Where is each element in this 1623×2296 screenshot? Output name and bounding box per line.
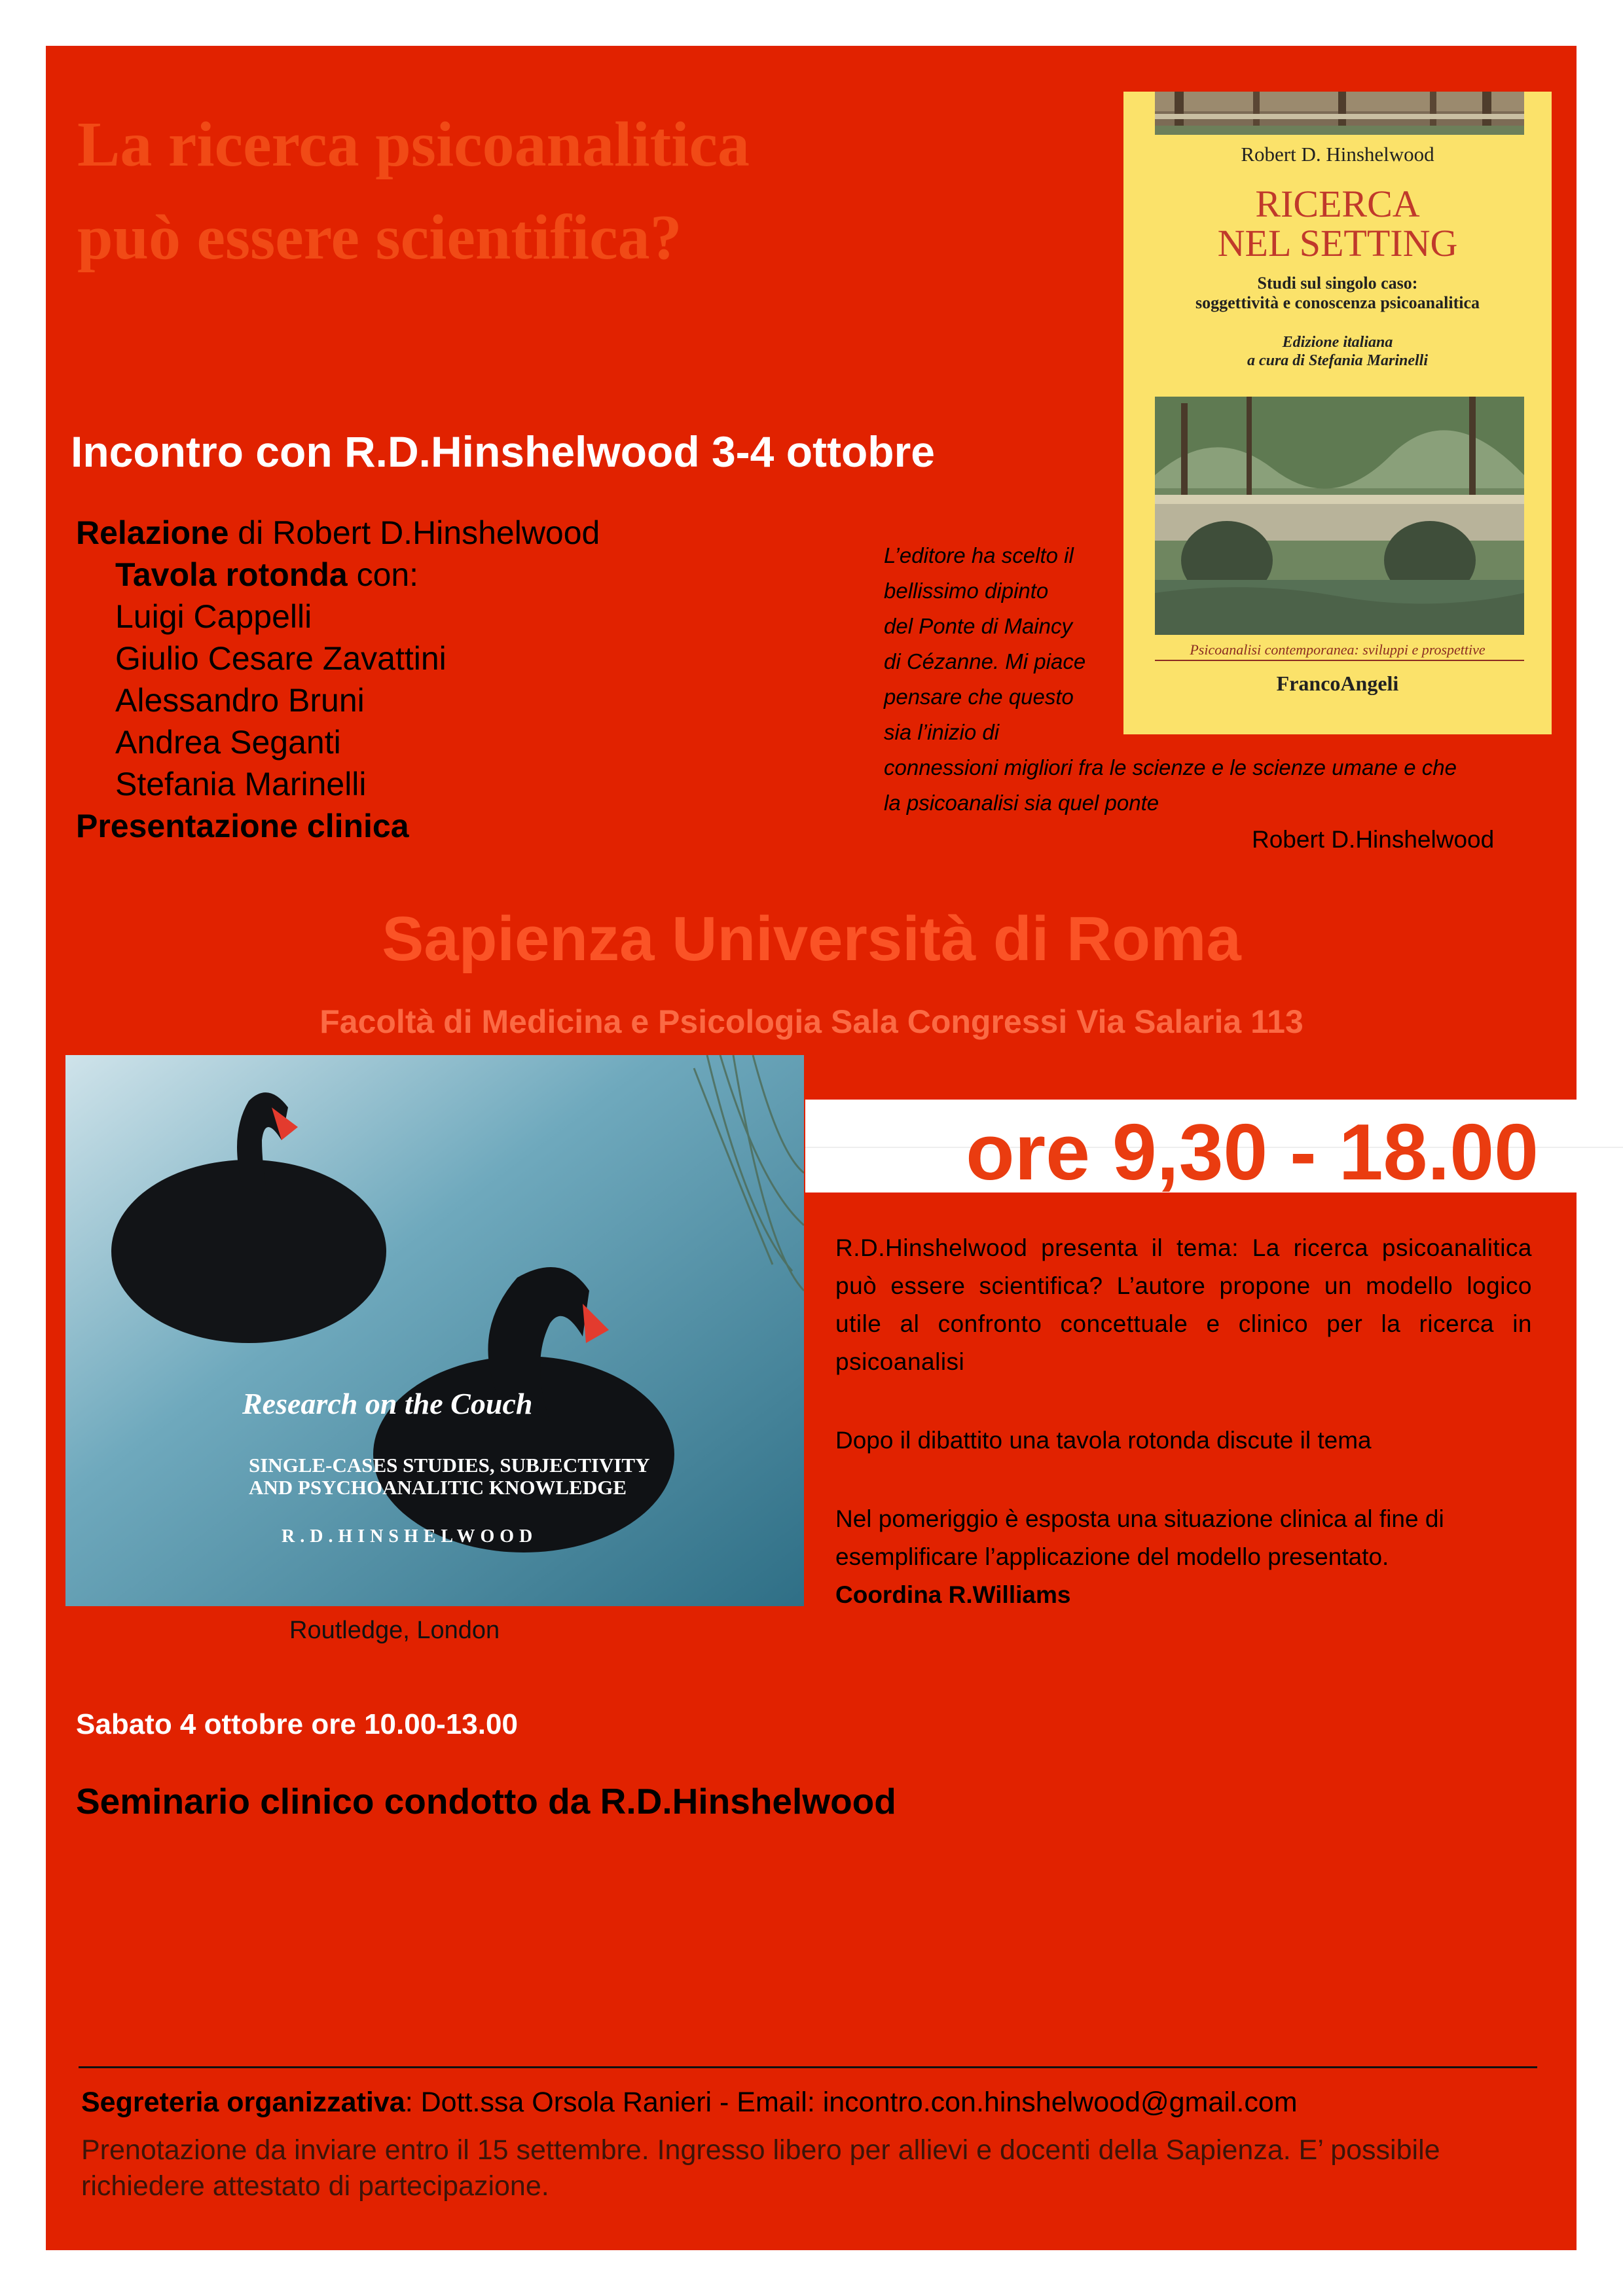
tavola-line: Tavola rotonda con: xyxy=(115,556,419,593)
cover-author: Robert D. Hinshelwood xyxy=(1241,143,1434,166)
university-name: Sapienza Università di Roma xyxy=(382,904,1241,974)
secretariat-line: Segreteria organizzativa: Dott.ssa Orsola Ranieri - Email: incontro.con.hinshelwood@gmail.com xyxy=(81,2087,1298,2118)
panelist: Stefania Marinelli xyxy=(115,766,367,802)
page-title: La ricerca psicoanalitica può essere scientifica? xyxy=(77,109,750,273)
coordinator: Coordina R.Williams xyxy=(835,1581,1071,1608)
cover-series-rule xyxy=(1155,660,1524,661)
description-p2: Dopo il dibattito una tavola rotonda discute il tema xyxy=(835,1427,1372,1454)
booking-info: Prenotazione da inviare entro il 15 settembre. Ingresso libero per allievi e docenti della Sapienza. E’ possibile richiedere attestato di partecipazione. xyxy=(81,2134,1440,2202)
cover-subtitle-2: soggettività e conoscenza psicoanalitica xyxy=(1195,293,1480,312)
footer-rule xyxy=(79,2066,1537,2068)
cover-subtitle-1: Studi sul singolo caso: xyxy=(1257,274,1418,293)
cover-title-2: NEL SETTING xyxy=(1217,222,1458,264)
cover-title-1: RICERCA xyxy=(1255,183,1420,225)
meeting-heading: Incontro con R.D.Hinshelwood 3-4 ottobre xyxy=(71,427,935,476)
presentazione-line: Presentazione clinica xyxy=(76,808,409,844)
event-time: ore 9,30 - 18.00 xyxy=(966,1107,1539,1196)
faculty-address: Facoltà di Medicina e Psicologia Sala Congressi Via Salaria 113 xyxy=(319,1003,1304,1040)
english-book-publisher: Routledge, London xyxy=(289,1617,500,1644)
saturday-schedule: Sabato 4 ottobre ore 10.00-13.00 xyxy=(76,1708,518,1740)
cover-edition-2: a cura di Stefania Marinelli xyxy=(1247,352,1429,369)
cover-publisher: FrancoAngeli xyxy=(1276,672,1399,695)
swans-image xyxy=(65,1055,804,1606)
cover-edition-1: Edizione italiana xyxy=(1282,334,1393,351)
description-p1: R.D.Hinshelwood presenta il tema: La ricerca psicoanalitica può essere scientifica? L’autore propone un modello logico utile al confronto concettuale e clinico per la ricerca in psicoanalisi xyxy=(835,1234,1532,1375)
english-book-subtitle: SINGLE-CASES STUDIES, SUBJECTIVITY AND PSYCHOANALITIC KNOWLEDGE xyxy=(249,1454,650,1499)
panelist: Andrea Seganti xyxy=(115,724,341,761)
cover-series: Psicoanalisi contemporanea: sviluppi e prospettive xyxy=(1190,641,1486,658)
relazione-line: Relazione di Robert D.Hinshelwood xyxy=(76,514,600,551)
panelist: Alessandro Bruni xyxy=(115,682,365,719)
description-p3: Nel pomeriggio è esposta una situazione clinica al fine di esemplificare l’applicazione del modello presentato. xyxy=(835,1505,1444,1570)
seminar-title: Seminario clinico condotto da R.D.Hinshelwood xyxy=(76,1781,896,1821)
cover-painting-bridge xyxy=(1155,397,1524,635)
program-list xyxy=(76,512,600,847)
book-cover-english xyxy=(65,1055,804,1606)
panelist: Giulio Cesare Zavattini xyxy=(115,640,447,677)
cover-painting-top xyxy=(1155,92,1524,135)
quote-author: Robert D.Hinshelwood xyxy=(1252,826,1495,853)
panelist: Luigi Cappelli xyxy=(115,598,312,635)
english-book-author: R.D.HINSHELWOOD xyxy=(282,1526,538,1547)
event-description xyxy=(835,1229,1532,1655)
book-cover-italian xyxy=(1123,92,1552,734)
english-book-title: Research on the Couch xyxy=(242,1387,533,1420)
editor-quote: L’editore ha scelto il bellissimo dipinto del Ponte di Maincy di Cézanne. Mi piace pensare che questo sia l’inizio di connessioni migliori fra le scienze e le scienze umane e che la psicoanalisi sia quel ponte xyxy=(884,543,1457,815)
